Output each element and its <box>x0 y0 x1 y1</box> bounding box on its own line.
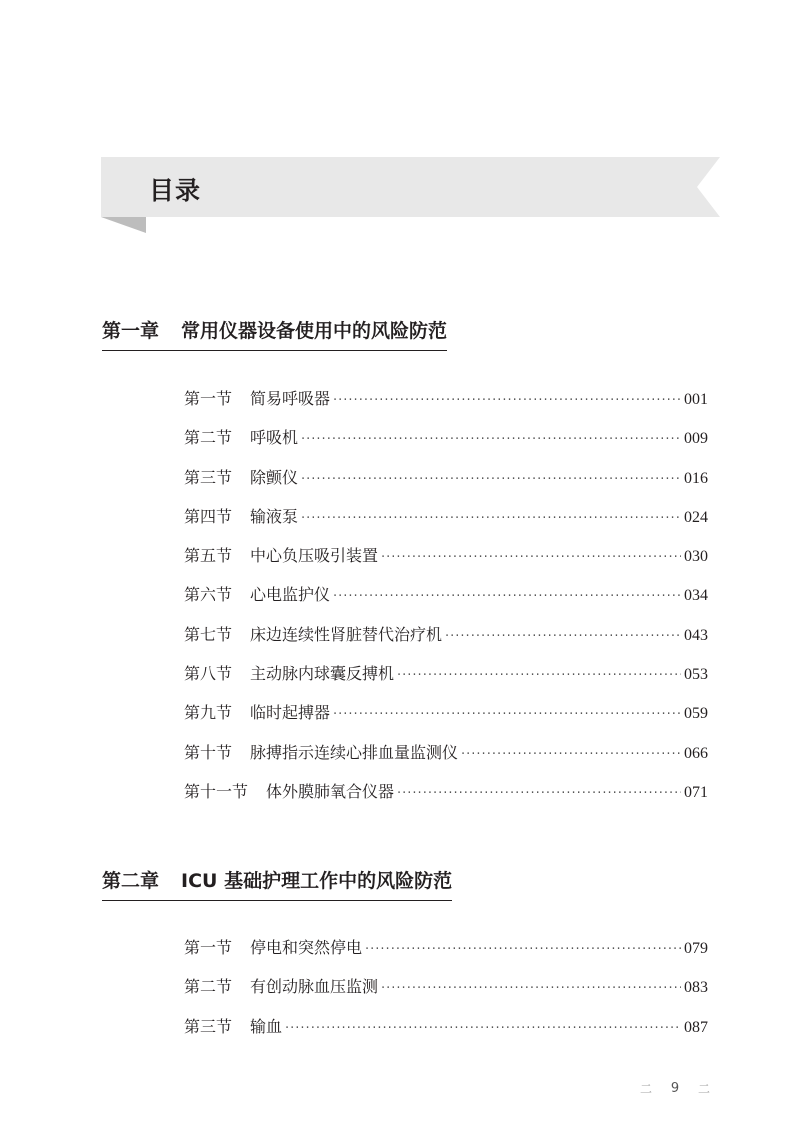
leader-dots <box>285 1021 681 1036</box>
footer-right-mark: 二 <box>697 1082 710 1096</box>
page-number: 087 <box>684 1018 708 1036</box>
toc-entry[interactable] <box>184 740 708 779</box>
chapter-2-title: ICU 基础护理工作中的风险防范 <box>181 870 453 892</box>
section-label: 第七节 <box>184 624 233 644</box>
toc-entry[interactable] <box>184 386 708 425</box>
section-label: 第三节 <box>184 1016 233 1036</box>
section-label: 第八节 <box>184 664 233 684</box>
leader-dots <box>333 707 681 722</box>
leader-dots <box>445 629 681 644</box>
section-label: 第六节 <box>184 585 233 605</box>
page-footer <box>640 1080 710 1097</box>
page-number: 066 <box>684 744 708 762</box>
page-title: 目录 <box>149 176 202 205</box>
footer-left-mark: 二 <box>640 1082 653 1096</box>
section-label: 第四节 <box>184 506 233 526</box>
page-number: 001 <box>684 391 708 408</box>
toc-entry[interactable] <box>184 779 708 818</box>
toc-entry[interactable] <box>184 700 708 739</box>
page-number: 009 <box>684 430 708 448</box>
section-title: 呼吸机 <box>250 428 299 448</box>
chapter-2-label: 第二章 <box>102 870 160 892</box>
page-number: 053 <box>684 666 708 684</box>
section-title: 输液泵 <box>250 506 299 526</box>
leader-dots <box>381 981 681 996</box>
section-label: 第三节 <box>184 467 233 487</box>
chapter-2-heading[interactable] <box>102 866 452 901</box>
page-number: 043 <box>684 626 708 644</box>
chapter-1-sections <box>184 386 708 818</box>
toc-banner <box>101 157 720 233</box>
leader-dots <box>301 432 681 447</box>
leader-dots <box>381 550 681 565</box>
section-label: 第二节 <box>184 977 233 997</box>
page-number: 034 <box>684 587 708 605</box>
section-title: 心电监护仪 <box>250 585 331 605</box>
toc-entry[interactable] <box>184 661 708 700</box>
chapter-1-label: 第一章 <box>102 320 160 342</box>
chapter-1-title: 常用仪器设备使用中的风险防范 <box>181 320 448 342</box>
toc-entry[interactable] <box>184 935 708 974</box>
chapter-1-heading[interactable] <box>102 316 447 351</box>
page-number: 024 <box>684 508 708 526</box>
leader-dots <box>301 472 681 487</box>
section-label: 第二节 <box>184 428 233 448</box>
section-label: 第五节 <box>184 546 233 566</box>
section-title: 除颤仪 <box>250 467 299 487</box>
section-label: 第十节 <box>184 742 233 762</box>
toc-entry[interactable] <box>184 1014 708 1053</box>
leader-dots <box>301 511 681 526</box>
section-title: 体外膜肺氧合仪器 <box>266 781 395 801</box>
toc-entry[interactable] <box>184 622 708 661</box>
page-number: 059 <box>684 705 708 723</box>
toc-entry[interactable] <box>184 974 708 1013</box>
section-title: 中心负压吸引装置 <box>250 546 379 566</box>
footer-page-number: 9 <box>670 1081 680 1096</box>
section-title: 停电和突然停电 <box>250 938 363 957</box>
chapter-2-sections <box>184 935 708 1053</box>
toc-entry[interactable] <box>184 465 708 504</box>
page-number: 071 <box>684 783 708 801</box>
section-label: 第一节 <box>184 389 233 408</box>
section-label: 第九节 <box>184 703 233 723</box>
leader-dots <box>333 393 681 408</box>
section-title: 有创动脉血压监测 <box>250 977 379 997</box>
leader-dots <box>333 589 681 604</box>
section-title: 临时起搏器 <box>250 703 331 723</box>
toc-entry[interactable] <box>184 582 708 621</box>
leader-dots <box>397 786 681 801</box>
leader-dots <box>397 668 681 683</box>
section-title: 脉搏指示连续心排血量监测仪 <box>250 742 459 762</box>
page-number: 016 <box>684 469 708 487</box>
section-title: 输血 <box>250 1016 283 1036</box>
leader-dots <box>365 942 681 957</box>
section-label: 第十一节 <box>184 781 249 801</box>
section-title: 简易呼吸器 <box>250 389 331 408</box>
page-number: 079 <box>684 940 708 957</box>
section-title: 床边连续性肾脏替代治疗机 <box>250 624 443 644</box>
page-number: 083 <box>684 979 708 997</box>
page-number: 030 <box>684 548 708 566</box>
toc-entry[interactable] <box>184 543 708 582</box>
toc-entry[interactable] <box>184 504 708 543</box>
section-title: 主动脉内球囊反搏机 <box>250 664 395 684</box>
leader-dots <box>461 747 681 762</box>
section-label: 第一节 <box>184 938 233 957</box>
toc-entry[interactable] <box>184 425 708 464</box>
